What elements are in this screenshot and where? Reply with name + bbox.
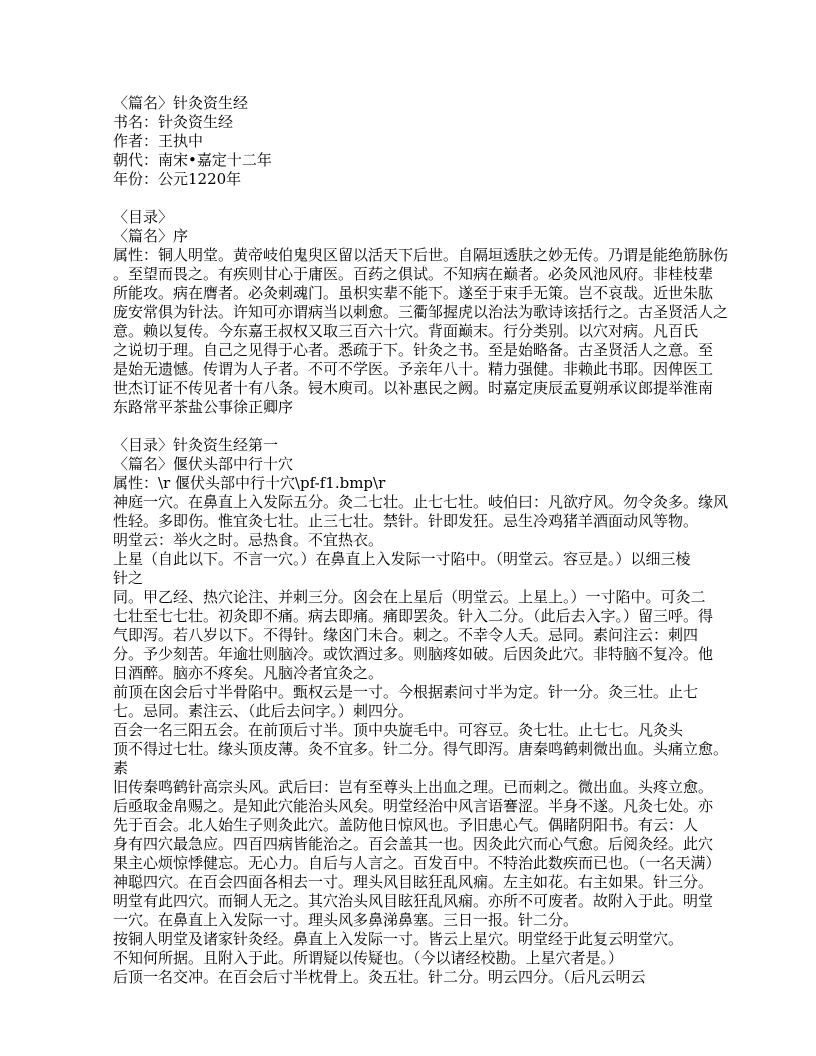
text-line: 百会一名三阳五会。在前顶后寸半。顶中央旋毛中。可容豆。灸七壮。止七七。凡灸头	[113, 721, 684, 739]
text-line: 前顶在囟会后寸半骨陷中。甄权云是一寸。今根据素问寸半为定。针一分。灸三壮。止七	[113, 683, 699, 701]
text-line: 属性：\r 偃伏头部中行十穴\pf-f1.bmp\r	[113, 474, 386, 492]
text-line: 同。甲乙经、热穴论注、并刺三分。囟会在上星后（明堂云。上星上。）一寸陷中。可灸二	[113, 588, 706, 606]
text-line: 日酒醉。脑亦不疼矣。凡脑冷者宜灸之。	[113, 664, 384, 682]
text-line: 七壮至七七壮。初灸即不痛。病去即痛。痛即罢灸。针入二分。（此后去入字。）留三呼。得	[113, 607, 714, 625]
text-line: 作者：王执中	[113, 132, 204, 150]
text-line: 属性：铜人明堂。黄帝岐伯鬼臾区留以活天下后世。自隔垣透肤之妙无传。乃谓是能绝筋脉伤	[113, 246, 729, 264]
text-line: 后顶一名交冲。在百会后寸半枕骨上。灸五壮。针二分。明云四分。（后凡云明云	[113, 968, 646, 986]
text-line: 素	[113, 759, 129, 777]
text-line: 意。赖以复传。今东嘉王叔权又取三百六十穴。背面巅末。行分类别。以穴对病。凡百氏	[113, 322, 699, 340]
text-line	[113, 189, 753, 208]
text-line: 神聪四穴。在百会四面各相去一寸。理头风目眩狂乱风痫。左主如花。右主如果。针三分。	[113, 873, 714, 891]
text-line: 后亟取金帛赐之。是知此穴能治头风矣。明堂经治中风言语謇涩。半身不遂。凡灸七处。亦	[113, 797, 714, 815]
text-line: 神庭一穴。在鼻直上入发际五分。灸二七壮。止七七壮。岐伯曰：凡欲疗风。勿令灸多。缘风	[113, 493, 729, 511]
text-line: 世杰订证不传见者十有八条。锓木庾司。以补惠民之阙。时嘉定庚辰孟夏朔承议郎提举淮南	[113, 379, 714, 397]
text-line: 朝代：南宋•嘉定十二年	[113, 151, 272, 169]
text-line: 〈目录〉针灸资生经第一	[113, 436, 279, 454]
text-line: 年份：公元1220年	[113, 170, 242, 188]
text-line: 七。忌同。素注云、（此后去问字。）刺四分。	[113, 702, 414, 720]
text-line: 明堂云：举火之时。忌热食。不宜热衣。	[113, 531, 384, 549]
text-line: 性轻。多即伤。惟宜灸七壮。止三七壮。禁针。针即发狂。忌生冷鸡猪羊酒面动风等物。	[113, 512, 699, 530]
text-line: 针之	[113, 569, 144, 587]
text-line: 东路常平茶盐公事徐正卿序	[113, 398, 294, 416]
text-line: 旧传秦鸣鹤针高宗头风。武后曰：岂有至尊头上出血之理。已而刺之。微出血。头疼立愈。	[113, 778, 714, 796]
text-line: 〈篇名〉针灸资生经	[113, 94, 249, 112]
text-line: 之说切于理。自己之见得于心者。悉疏于下。针灸之书。至是始略备。古圣贤活人之意。至	[113, 341, 714, 359]
text-line: 明堂有此四穴。而铜人无之。其穴治头风目眩狂乱风痫。亦所不可废者。故附入于此。明堂	[113, 892, 714, 910]
text-line: 〈篇名〉序	[113, 227, 189, 245]
text-line: 。至望而畏之。有疾则甘心于庸医。百药之俱试。不知病在巅者。必灸风池风府。非桂枝辈	[113, 265, 714, 283]
text-line: 不知何所据。且附入于此。所谓疑以传疑也。（今以诸经校勘。上星穴者是。）	[113, 949, 624, 967]
document-text-block	[113, 94, 753, 987]
text-line: 所能攻。病在膺者。必灸刺魂门。虽枳实辈不能下。遂至于束手无策。岂不哀哉。近世朱肱	[113, 284, 714, 302]
text-line: 身有四穴最急应。四百四病皆能治之。百会盖其一也。因灸此穴而心气愈。后阅灸经。此穴	[113, 835, 714, 853]
text-line: 〈篇名〉偃伏头部中行十穴	[113, 455, 294, 473]
text-line: 上星（自此以下。不言一穴。）在鼻直上入发际一寸陷中。（明堂云。容豆是。）以细三棱	[113, 550, 691, 568]
text-line: 一穴。在鼻直上入发际一寸。理头风多鼻涕鼻塞。三日一报。针二分。	[113, 911, 579, 929]
text-line: 是始无遗憾。传谓为人子者。不可不学医。予亲年八十。精力强健。非赖此书耶。因俾医工	[113, 360, 714, 378]
text-line: 顶不得过七壮。缘头顶皮薄。灸不宜多。针二分。得气即泻。唐秦鸣鹤刺微出血。头痛立愈。	[113, 740, 729, 758]
text-line: 先于百会。北人始生子则灸此穴。盖防他日惊风也。予旧患心气。偶睹阴阳书。有云：人	[113, 816, 699, 834]
text-line: 书名：针灸资生经	[113, 113, 234, 131]
text-line: 果主心烦惊悸健忘。无心力。自后与人言之。百发百中。不特治此数疾而已也。（一名天满）	[113, 854, 721, 872]
text-line	[113, 417, 753, 436]
text-line: 按铜人明堂及诸家针灸经。鼻直上入发际一寸。皆云上星穴。明堂经于此复云明堂穴。	[113, 930, 684, 948]
text-line: 〈目录〉	[113, 208, 174, 226]
text-line: 气即泻。若八岁以下。不得针。缘囟门未合。刺之。不幸令人夭。忌同。素问注云：刺四	[113, 626, 699, 644]
text-line: 庞安常俱为针法。许知可亦谓病当以刺愈。三衢邹握虎以治法为歌诗该括行之。古圣贤活人之	[113, 303, 729, 321]
text-line: 分。予少刻苦。年逾壮则脑冷。或饮酒过多。则脑疼如破。后因灸此穴。非特脑不复冷。他	[113, 645, 714, 663]
